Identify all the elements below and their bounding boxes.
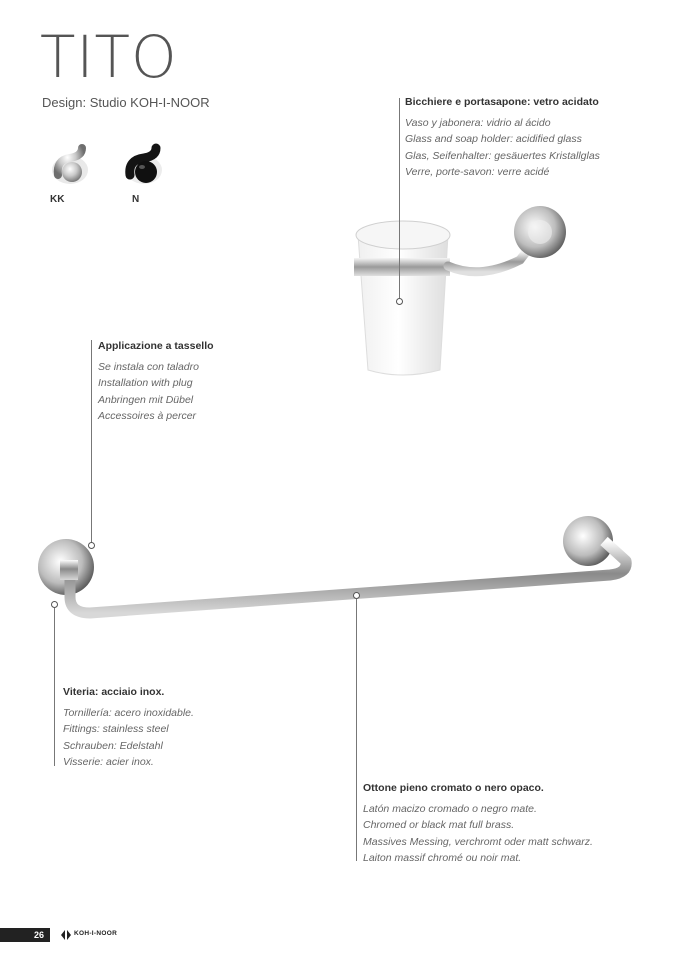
glass-callout-leader [399, 98, 400, 298]
brand-logo-icon [60, 929, 72, 941]
screws-callout-leader [54, 608, 55, 766]
screws-callout-line: Schrauben: Edelstahl [63, 739, 163, 752]
brass-callout-line: Latón macizo cromado o negro mate. [363, 802, 537, 815]
finish-chrome-hook-image [48, 140, 98, 190]
glass-callout-heading: Bicchiere e portasapone: vetro acidato [405, 96, 599, 108]
finish-code-n: N [132, 194, 140, 205]
mounting-callout-line: Installation with plug [98, 377, 193, 389]
mounting-callout-heading: Applicazione a tassello [98, 340, 214, 352]
towel-bar-image [38, 505, 638, 630]
brass-callout-leader [356, 599, 357, 861]
screws-callout-heading: Viteria: acciaio inox. [63, 686, 165, 698]
screws-callout-marker [51, 601, 58, 608]
mounting-callout-marker [88, 542, 95, 549]
glass-callout [405, 94, 665, 181]
design-credit: Design: Studio KOH-I-NOOR [42, 95, 210, 110]
footer-brand: KOH-I-NOOR [74, 930, 118, 937]
screws-callout-line: Visserie: acier inox. [63, 756, 154, 768]
screws-callout-line: Tornillería: acero inoxidable. [63, 706, 194, 719]
glass-holder-image [340, 200, 580, 380]
brass-callout-line: Laiton massif chromé ou noir mat. [363, 852, 522, 864]
glass-callout-marker [396, 298, 403, 305]
glass-callout-line: Verre, porte-savon: verre acidé [405, 166, 550, 178]
mounting-callout [98, 338, 318, 425]
screws-callout [63, 684, 283, 771]
glass-callout-line: Glass and soap holder: acidified glass [405, 133, 582, 145]
brass-callout-line: Massives Messing, verchromt oder matt schwarz. [363, 835, 593, 848]
brass-callout-heading: Ottone pieno cromato o nero opaco. [363, 782, 544, 794]
finish-code-kk: KK [50, 194, 65, 205]
page-number: 26 [0, 928, 50, 942]
brass-callout-marker [353, 592, 360, 599]
glass-callout-line: Vaso y jabonera: vidrio al ácido [405, 116, 551, 129]
mounting-callout-line: Se instala con taladro [98, 360, 199, 373]
brass-callout-line: Chromed or black mat full brass. [363, 819, 515, 831]
finish-black-hook-image [120, 140, 172, 190]
page-title: TITO [40, 23, 178, 91]
brass-callout [363, 780, 663, 867]
mounting-callout-line: Accessoires à percer [98, 410, 197, 422]
screws-callout-line: Fittings: stainless steel [63, 723, 169, 735]
mounting-callout-leader [91, 340, 92, 543]
mounting-callout-line: Anbringen mit Dübel [98, 393, 194, 406]
glass-callout-line: Glas, Seifenhalter: gesäuertes Kristallglas [405, 149, 600, 162]
